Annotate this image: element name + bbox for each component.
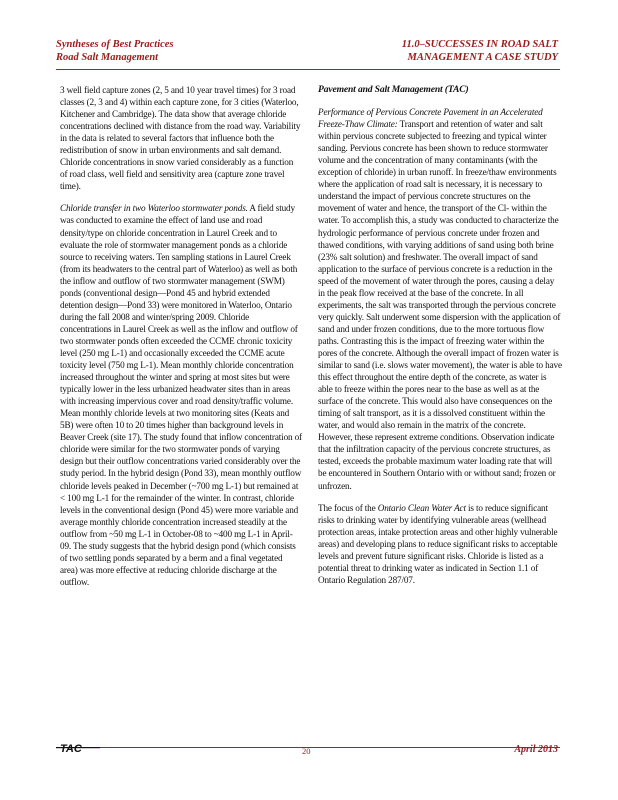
left-column <box>60 84 302 598</box>
section-subtitle: MANAGEMENT A CASE STUDY <box>407 52 558 63</box>
section-title: 11.0–SUCCESSES IN ROAD SALT <box>401 39 558 50</box>
paragraph <box>318 106 562 492</box>
header-left <box>56 38 174 64</box>
paragraph-text: is to reduce significant risks to drinking water by identifying vulnerable areas (wellhead protection areas, intake protection areas and other highly vulnerable areas) and developing plans to reduce significant risks to acceptable levels and prevent future significant risks. Chloride is listed as a potential threat to drinking water as indicated in Section 1.1 of Ontario Regulation 287/07. <box>318 502 558 585</box>
section-heading: Pavement and Salt Management (TAC) <box>318 84 469 95</box>
act-name: Ontario Clean Water Act <box>377 502 466 513</box>
header-title: Syntheses of Best Practices <box>56 39 174 50</box>
publication-date: April 2013 <box>514 744 558 755</box>
paragraph-body: Transport and retention of water and salt within pervious concrete subjected to freezing and typical winter sanding. Pervious concrete has been shown to reduce stormwater volume and the concentration of many contaminants (with the exception of chloride) in urban runoff. In freeze/thaw environments where the application of road salt is necessary, it is necessary to understand the impact of pervious concrete structures on the movement of water and hence, the transport of the Cl- within the water. To accomplish this, a study was conducted to characterize the hydrologic performance of pervious concrete under frozen and thawed conditions, with varying additions of sand using both brine (23% salt solution) and freshwater. The overall impact of sand application to the surface of pervious concrete is a reduction in the speed of the movement of water through the pores, causing a delay in the peak flow received at the base of the concrete. In all experiments, the salt was transported through the pervious concrete very quickly. Salt underwent some dispersion with the application of sand and under frozen conditions, due to the more tortuous flow paths. Contrasting this is the impact of freezing water within the pores of the concrete. Although the overall impact of frozen water is similar to sand (i.e. slows water movement), the water is able to have this effect throughout the entire depth of the concrete, as water is able to freeze within the pores near to the base as well as at the surface of the concrete. This would also have consequences on the timing of salt transport, as it is a dissolved constituent within the water, and would also remain in the matrix of the concrete. However, these represent extreme conditions. Observation indicate that the infiltration capacity of the pervious concrete structures, as tested, exceeds the probable maximum water loading rate that will be encountered in Southern Ontario with or without sand; frozen or unfrozen. <box>318 119 562 491</box>
tac-logo <box>56 741 100 755</box>
paragraph-lead: Chloride transfer in two Waterloo stormwater ponds. <box>60 203 248 214</box>
header-rule <box>56 69 560 70</box>
paragraph-body: A field study was conducted to examine the effect of land use and road density/type on chloride concentration in Laurel Creek and to evaluate the role of stormwater management ponds as a chloride source to receiving waters. Ten sampling stations in Laurel Creek (from its headwaters to the central part of Waterloo) as well as both the inflow and outflow of two stormwater management (SWM) ponds (conventional design—Pond 45 and hybrid extended detention design—Pond 33) were monitored in Waterloo, Ontario during the fall 2008 and winter/spring 2009. Chloride concentrations in Laurel Creek as well as the inflow and outflow of two stormwater ponds often exceeded the CCME chronic toxicity level (250 mg L-1) and occasionally exceeded the CCME acute toxicity level (750 mg L-1). Mean monthly chloride concentration increased throughout the winter and spring at most sites but were typically lower in the less urbanized headwater sites than in areas with increasing impervious cover and road density/traffic volume. Mean monthly chloride levels at two monitoring sites (Keats and 5B) were often 10 to 20 times higher than background levels in Beaver Creek (site 17). The study found that inflow concentration of chloride were similar for the two stormwater ponds of varying design but their outflow concentrations varied considerably over the study period. In the hybrid design (Pond 33), mean monthly outflow chloride levels peaked in December (~700 mg L-1) but remained at < 100 mg L-1 for the remainder of the winter. In contrast, chloride levels in the conventional design (Pond 45) were more variable and average monthly chloride concentration increased steadily at the outflow from ~50 mg L-1 in October-08 to ~400 mg L-1 in April-09. The study suggests that the hybrid design pond (which consists of two settling ponds separated by a berm and a final vegetated area) was more effective at reducing chloride discharge at the outflow. <box>60 203 302 587</box>
paragraph-lead: Performance of Pervious Concrete Pavement in an Accelerated Freeze-Thaw Climate: <box>318 107 543 130</box>
paragraph: 3 well field capture zones (2, 5 and 10 year travel times) for 3 road classes (2, 3 and 4) within each capture zone, for 3 cities (Waterloo, Kitchener and Cambridge). The data show that average chloride concentrations declined with distance from the road way. Variability in the data is related to several factors that influence both the redistribution of snow in urban environments and salt demand. Chloride concentrations in snow varied considerably as a function of road class, well field and sensitivity area (capture zone travel time). <box>60 85 301 192</box>
header-subtitle: Road Salt Management <box>56 52 159 63</box>
header-right <box>402 38 558 64</box>
paragraph-text: The focus of the <box>318 502 378 513</box>
logo-text: TAC <box>60 743 82 755</box>
paragraph <box>60 202 302 588</box>
paragraph <box>318 502 562 586</box>
page-number: 20 <box>302 746 311 756</box>
right-column <box>318 84 562 596</box>
